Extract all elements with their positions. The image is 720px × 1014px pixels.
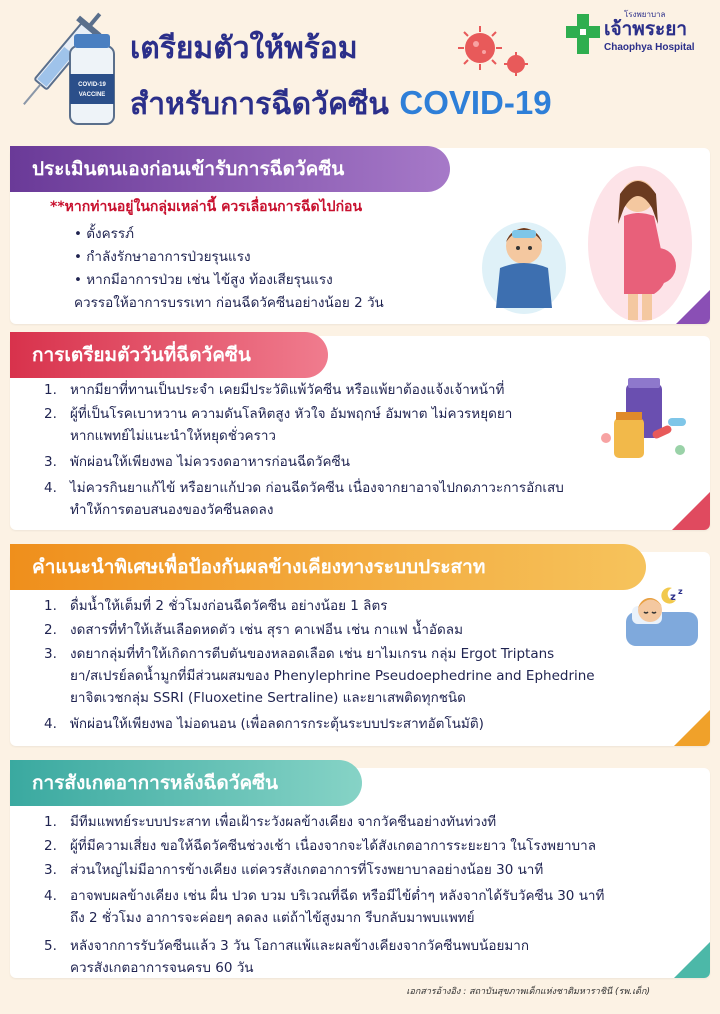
section-title-post-vaccine-observation: การสังเกตอาการหลังฉีดวัคซีน [10,760,362,806]
section-neuro-advice: 1. ดื่มน้ำให้เต็มที่ 2 ชั่วโมงก่อนฉีดวัคซีน อย่างน้อย 1 ลิตร 2. งดสารที่ทำให้เส้นเลือดหดตัว เช่น สุรา คาเฟอีน เช่น กาแฟ น้ำอัดลม 3. งดยากลุ่มที่ทำให้เกิดการตีบตันของหลอดเลือด เช่น ยาไมเกรน กลุ่ม Ergot Triptans ยา/สเปรย์ลดน้ำมูกที่มีส่วนผสมของ Phenylephrine Pseudoephedrine and Ephedrine ยาจิตเวชกลุ่ม SSRI (Fluoxetine Sertraline) และยาเสพติดทุกชนิด 4. พักผ่อนให้เพียงพอ ไม่อดนอน (เพื่อลดการกระตุ้นระบบประสาทอัตโนมัติ) z z [10,552,710,746]
corner-decoration [674,710,710,746]
virus-icon [452,16,532,86]
logo-english-name: Chaophya Hospital [604,42,695,53]
section-title-preparation: การเตรียมตัววันที่ฉีดวัคซีน [10,332,328,378]
moon-icon [660,586,678,604]
logo-small-text: โรงพยาบาล [624,10,666,19]
svg-text:z: z [670,592,676,603]
corner-decoration [676,290,710,324]
list-item: • หากมีอาการป่วย เช่น ไข้สูง ท้องเสียรุนแรง [74,272,333,288]
vial-label-line2: VACCINE [78,92,106,98]
poster-header [0,0,720,134]
syringe-vaccine-icon [16,6,126,130]
section-title-neuro-advice: คำแนะนำพิเศษเพื่อป้องกันผลข้างเคียงทางระบบประสาท [10,544,646,590]
list-item: • กำลังรักษาอาการป่วยรุนแรง [74,249,251,265]
section-title-self-assessment: ประเมินตนเองก่อนเข้ารับการฉีดวัคซีน [10,146,450,192]
hospital-cross-icon [566,12,600,56]
reference-note: เอกสารอ้างอิง : สถาบันสุขภาพเด็กแห่งชาติมหาราชินี (รพ.เด็ก) [406,987,650,997]
vial-label-line1: COVID-19 [78,82,106,88]
section-post-vaccine-observation: 1. มีทีมแพทย์ระบบประสาท เพื่อเฝ้าระวังผลข้างเคียง จากวัคซีนอย่างทันท่วงที 2. ผู้ที่มีความเสี่ยง ขอให้ฉีดวัคซีนช่วงเช้า เนื่องจากจะได้สังเกตอาการระยะยาว ในโรงพยาบาล 3. ส่วนใหญ่ไม่มีอาการข้างเคียง แต่ควรสังเกตอาการที่โรงพยาบาลอย่างน้อย 30 นาที 4. อาจพบผลข้างเคียง เช่น ผื่น ปวด บวม บริเวณที่ฉีด หรือมีไข้ต่ำๆ หลังจากได้รับวัคซีน 30 นาที ถึง 2 ชั่วโมง อาการจะค่อยๆ ลดลง แต่ถ้าไข้สูงมาก รีบกลับมาพบแพทย์ 5. หลังจากการรับวัคซีนแล้ว 3 วัน โอกาสแพ้และผลข้างเคียงจากวัคซีนพบน้อยมาก ควรสังเกตอาการจนครบ 60 วัน [10,768,710,978]
list-item: ควรรอให้อาการบรรเทา ก่อนฉีดวัคซีนอย่างน้อย 2 วัน [74,295,384,311]
page-title-line1: เตรียมตัวให้พร้อม [130,31,358,66]
title-covid: COVID-19 [399,84,552,121]
logo-thai-name: เจ้าพระยา [604,18,688,40]
list-item: • ตั้งครรภ์ [74,226,135,242]
svg-text:z: z [678,587,683,596]
corner-decoration [674,942,710,978]
section-preparation: 1. หากมียาที่ทานเป็นประจำ เคยมีประวัติแพ้วัคซีน หรือแพ้ยาต้องแจ้งเจ้าหน้าที่ 2. ผู้ที่เป็นโรคเบาหวาน ความดันโลหิตสูง หัวใจ อัมพฤกษ์ อัมพาต ไม่ควรหยุดยา หากแพทย์ไม่แนะนำให้หยุดชั่วคราว 3. พักผ่อนให้เพียงพอ ไม่ควรงดอาหารก่อนฉีดวัคซีน 4. ไม่ควรกินยาแก้ไข้ หรือยาแก้ปวด ก่อนฉีดวัคซีน เนื่องจากยาอาจไปกดภาวะการอักเสบ ทำให้การตอบสนองของวัคซีนลดลง [10,336,710,530]
medicine-bottles-icon [596,378,696,470]
corner-decoration [672,492,710,530]
hospital-logo [566,10,716,66]
warning-text: **หากท่านอยู่ในกลุ่มเหล่านี้ ควรเลื่อนการฉีดไปก่อน [50,199,363,215]
sick-child-icon [478,208,570,316]
title-thai: สำหรับการฉีดวัคซีน [130,87,400,122]
page-title-line2 [130,84,552,124]
